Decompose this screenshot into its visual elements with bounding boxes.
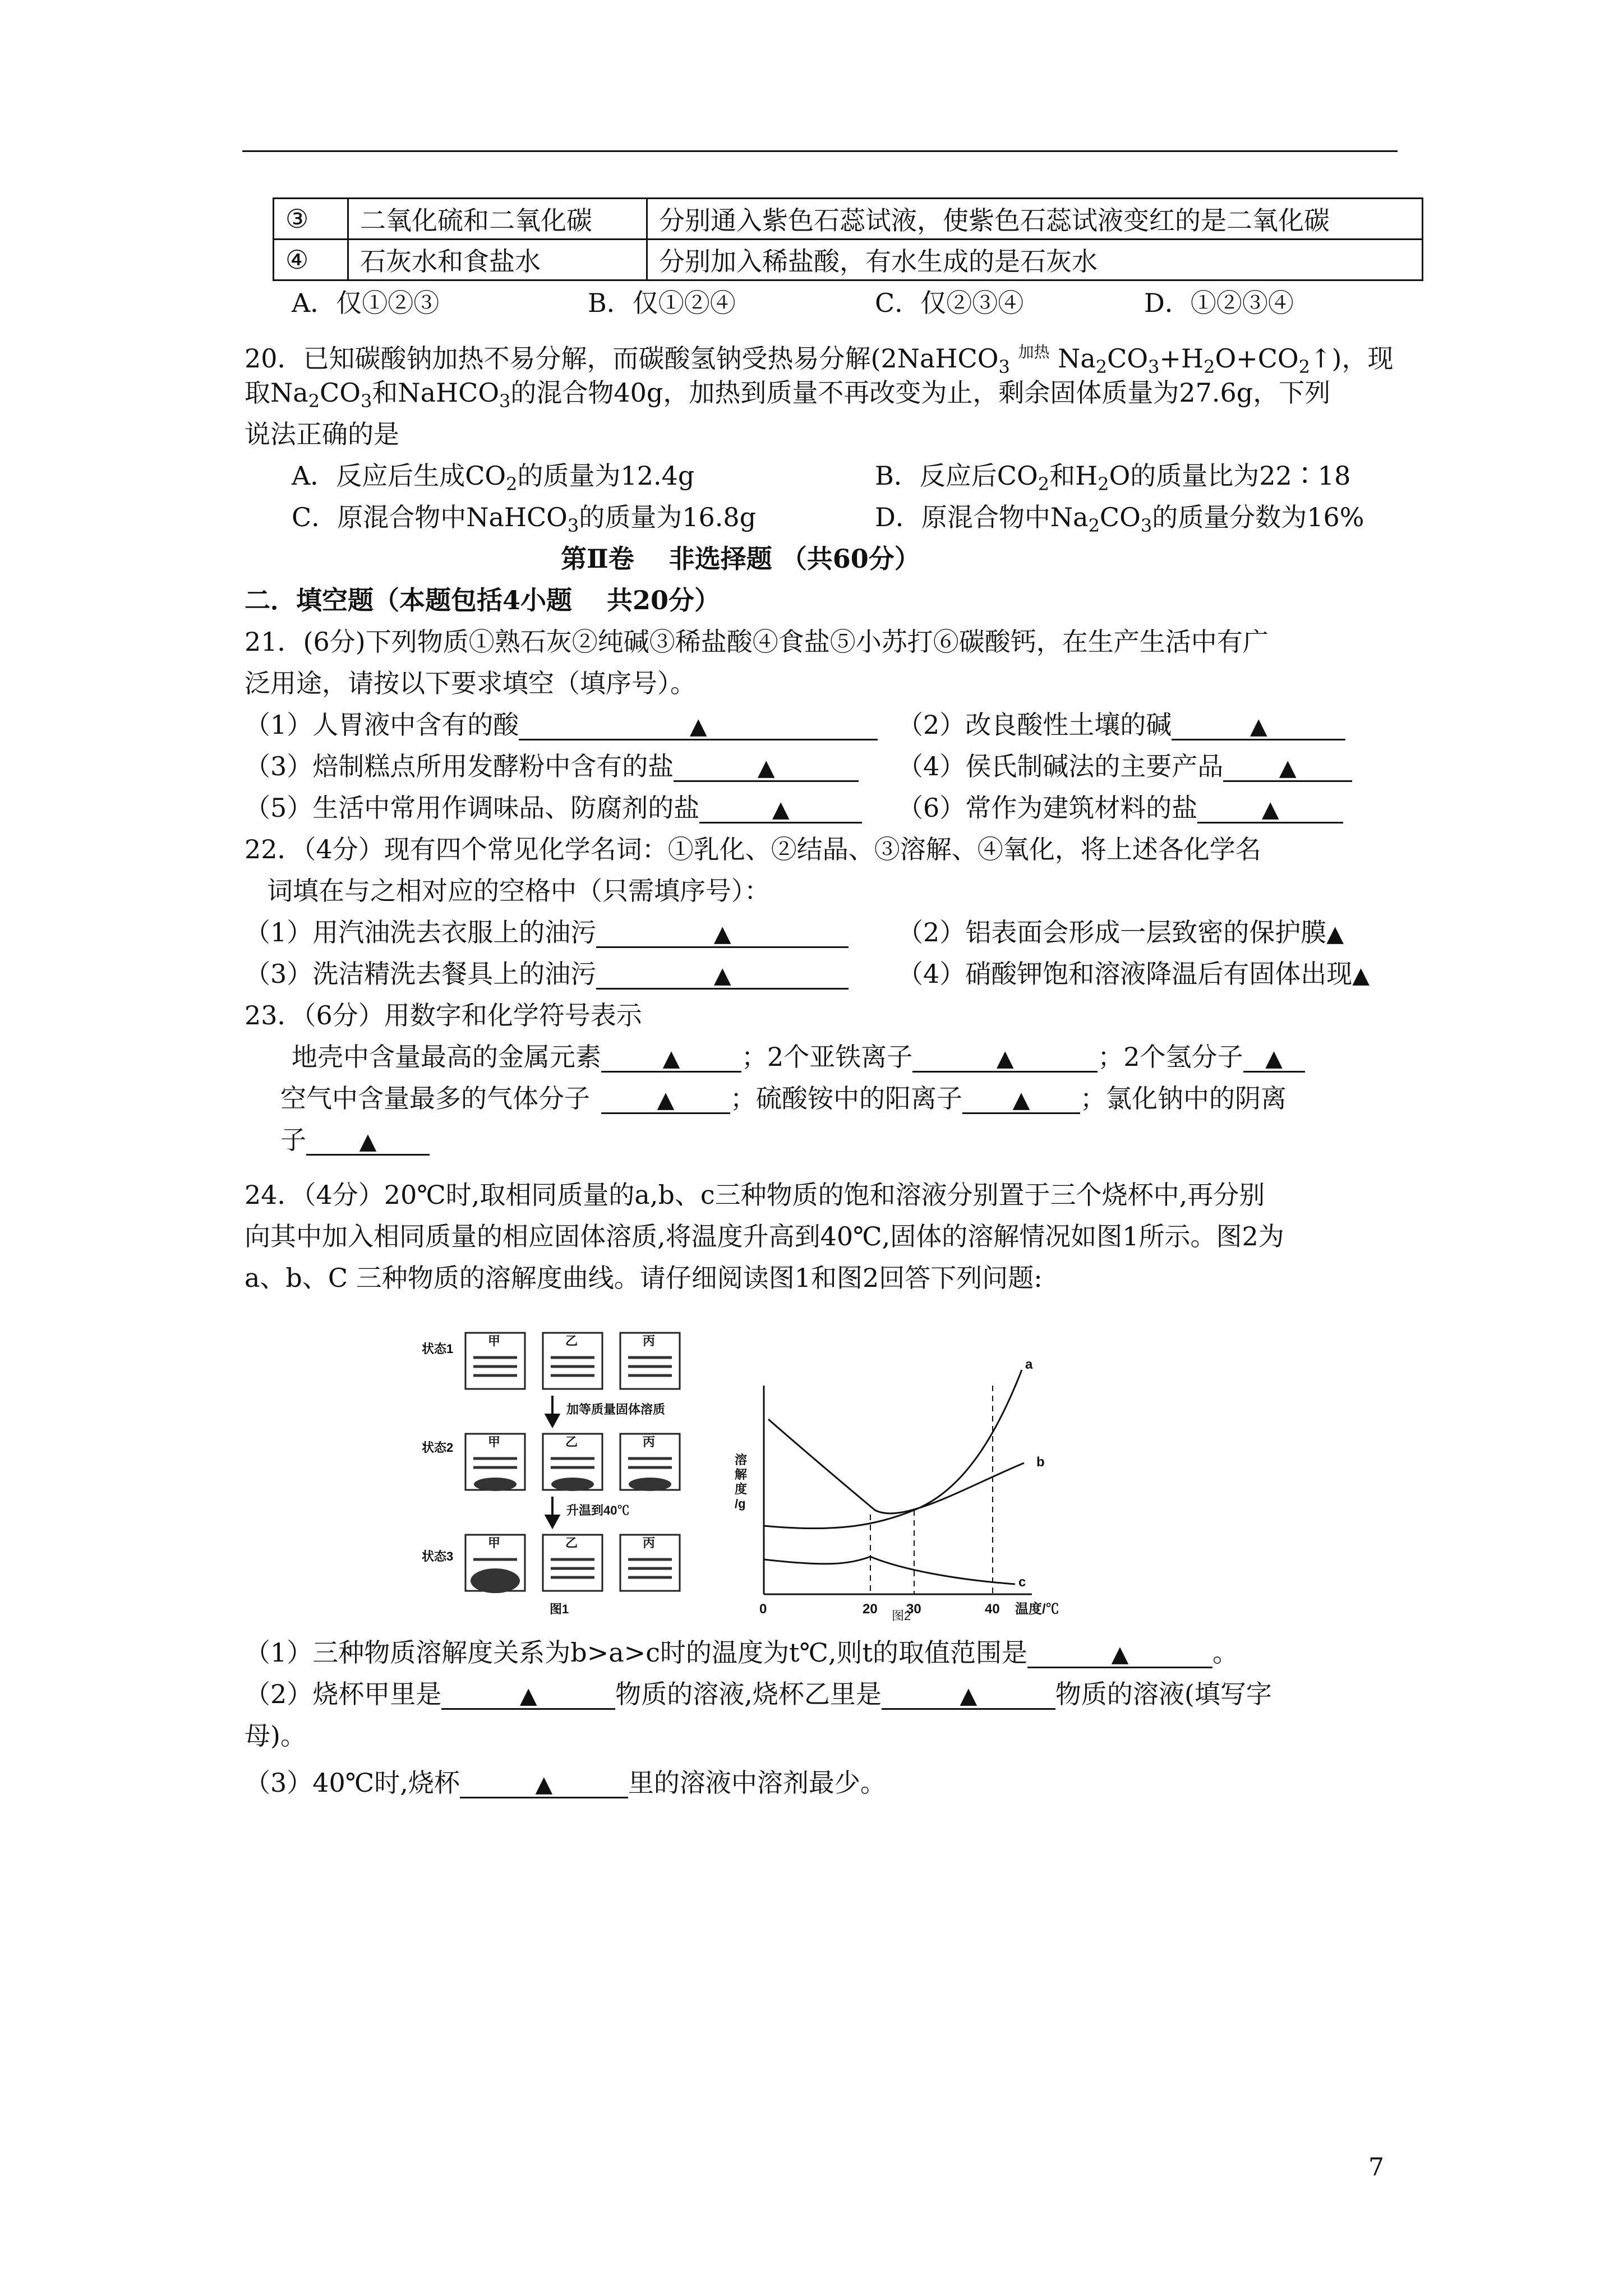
q20-option-c: C．原混合物中NaHCO$_3$的质量为16.8g — [292, 502, 757, 536]
q21-intro-2: 泛用途，请按以下要求填空（填序号）。 — [245, 668, 696, 698]
blank-marker: ▲ — [359, 1129, 377, 1154]
blank-marker: ▲ — [1111, 1641, 1129, 1667]
q19-option-d: D．①②③④ — [1144, 288, 1294, 318]
q21-item-2: （2）改良酸性土壤的碱 ▲ — [897, 708, 1345, 742]
curve-c — [764, 1557, 1015, 1584]
figure-2-caption: 图2 — [892, 1609, 911, 1621]
curve-a-label: a — [1025, 1357, 1033, 1372]
answer-blank[interactable] — [601, 1084, 730, 1114]
blank-marker: ▲ — [1352, 963, 1370, 988]
curve-c-label: c — [1018, 1575, 1026, 1590]
q20-option-a: A．反应后生成$CO_2$的质量为12.4g — [292, 461, 695, 495]
blank-marker: ▲ — [713, 921, 731, 947]
row-number: ④ — [274, 240, 348, 280]
blank-marker: ▲ — [1265, 1046, 1283, 1071]
beaker-label: 乙 — [565, 1334, 578, 1348]
answer-blank[interactable] — [460, 1769, 628, 1798]
beaker-label: 丙 — [643, 1334, 656, 1348]
blank-marker: ▲ — [1249, 714, 1267, 739]
q23-line-1: 地壳中含量最高的金属元素 ▲ ；2个亚铁离子 ▲ ；2个氢分子 ▲ — [292, 1040, 1305, 1074]
q22-item-3: （3）洗洁精洗去餐具上的油污 ▲ — [245, 957, 849, 991]
answer-blank[interactable] — [699, 794, 862, 823]
answer-blank[interactable] — [519, 711, 878, 740]
state-1-label: 状态1 — [422, 1342, 454, 1356]
answer-blank[interactable] — [912, 1043, 1098, 1073]
q20-line2: 取$Na_2CO_3$和NaHCO$_3$的混合物40g，加热到质量不再改变为止，剩余固体质量为27.6g，下列 — [245, 378, 1331, 412]
answer-blank[interactable] — [882, 1680, 1055, 1710]
page-number: 7 — [1368, 2153, 1384, 2182]
blank-marker: ▲ — [689, 714, 707, 739]
beaker-label: 甲 — [488, 1536, 501, 1550]
curve-b — [768, 1419, 1024, 1513]
beaker-label: 甲 — [488, 1334, 501, 1348]
answer-blank[interactable] — [1223, 752, 1352, 782]
arrow-1-label: 加等质量固体溶质 — [566, 1402, 666, 1416]
q19-option-a: A．仅①②③ — [292, 288, 440, 318]
answer-blank[interactable] — [1243, 1043, 1305, 1073]
y-axis-label-char: 度 — [735, 1482, 748, 1496]
figure-2 — [735, 1357, 1059, 1621]
q22-item-2: （2）铝表面会形成一层致密的保护膜▲ — [897, 917, 1344, 947]
beaker-label: 丙 — [643, 1536, 656, 1550]
answer-blank[interactable] — [962, 1084, 1080, 1114]
row-item: 二氧化硫和二氧化碳 — [348, 199, 647, 240]
arrow-2-label: 升温到40℃ — [566, 1503, 630, 1517]
q21-item-5: （5）生活中常用作调味品、防腐剂的盐 ▲ — [245, 791, 862, 825]
blank-marker: ▲ — [996, 1046, 1014, 1071]
section-title: 第Ⅱ卷 非选择题 （共60分） — [561, 544, 920, 574]
blank-marker: ▲ — [1326, 921, 1344, 947]
x-tick: 0 — [759, 1602, 767, 1617]
answer-blank[interactable] — [1027, 1639, 1212, 1668]
q22-intro-2: 词填在与之相对应的空格中（只需填序号）： — [267, 876, 770, 906]
blank-marker: ▲ — [960, 1683, 978, 1709]
answer-blank[interactable] — [306, 1126, 430, 1156]
blank-marker: ▲ — [519, 1683, 537, 1709]
q24-intro-3: a、b、C 三种物质的溶解度曲线。请仔细阅读图1和图2回答下列问题: — [245, 1263, 1043, 1293]
q22-intro-1: 22．（4分）现有四个常见化学名词：①乳化、②结晶、③溶解、④氧化，将上述各化学名 — [245, 834, 1261, 864]
q20-line1: 20．已知碳酸钠加热不易分解，而碳酸氢钠受热易分解(2NaHCO$_3$ $^{加热}$ $Na_2CO_3+H_2O+CO_2↑$)，现 — [245, 343, 1394, 378]
q24-intro-1: 24．（4分）20℃时,取相同质量的a,b、c三种物质的饱和溶液分别置于三个烧杯中,再分别 — [245, 1180, 1265, 1210]
beaker-label: 乙 — [565, 1435, 578, 1449]
q23-line-3: 子 ▲ — [280, 1123, 430, 1157]
curve-b-label: b — [1036, 1455, 1045, 1470]
blank-marker: ▲ — [1279, 755, 1297, 781]
q19-option-c: C．仅②③④ — [875, 288, 1024, 318]
q19-option-b: B．仅①②④ — [588, 288, 736, 318]
q22-item-1: （1）用汽油洗去衣服上的油污 ▲ — [245, 915, 849, 949]
y-axis-label-char: 解 — [735, 1467, 748, 1481]
options-table — [273, 197, 1423, 281]
blank-marker: ▲ — [1012, 1087, 1030, 1113]
answer-blank[interactable] — [441, 1680, 615, 1710]
answer-blank[interactable] — [1197, 794, 1343, 823]
answer-blank[interactable] — [601, 1043, 741, 1073]
q23-line-2: 空气中含量最多的气体分子 ▲ ；硫酸铵中的阳离子 ▲ ；氯化钠中的阴离 — [280, 1083, 1287, 1114]
q24-intro-2: 向其中加入相同质量的相应固体溶质,将温度升高到40℃,固体的溶解情况如图1所示。图2为 — [245, 1221, 1284, 1251]
beaker-label: 丙 — [643, 1435, 656, 1449]
figure-1 — [422, 1333, 680, 1616]
figure-1-caption: 图1 — [550, 1602, 569, 1616]
q21-item-1: （1）人胃液中含有的酸 ▲ — [245, 708, 878, 742]
x-tick: 20 — [863, 1602, 878, 1617]
answer-blank[interactable] — [596, 960, 849, 990]
q20-option-d: D．原混合物中$Na_2CO_3$的质量分数为16% — [875, 502, 1364, 536]
answer-blank[interactable] — [674, 752, 859, 782]
row-number: ③ — [274, 199, 348, 240]
beaker-label: 乙 — [565, 1536, 578, 1550]
q21-item-6: （6）常作为建筑材料的盐 ▲ — [897, 791, 1343, 825]
q21-intro-1: 21．(6分)下列物质①熟石灰②纯碱③稀盐酸④食盐⑤小苏打⑥碳酸钙，在生产生活中有广 — [245, 627, 1269, 657]
x-axis-label: 温度/℃ — [1015, 1602, 1059, 1617]
blank-marker: ▲ — [535, 1772, 553, 1797]
q24-sub-3: （3）40℃时,烧杯 ▲ 里的溶液中溶剂最少。 — [245, 1768, 886, 1798]
state-3-label: 状态3 — [422, 1549, 454, 1563]
x-tick: 40 — [985, 1602, 1000, 1617]
q20-option-b: B．反应后$CO_2$和$H_2O$的质量比为22∶18 — [875, 461, 1351, 495]
blank-marker: ▲ — [657, 1087, 675, 1113]
header-rule — [242, 150, 1398, 152]
blank-marker: ▲ — [1261, 797, 1279, 822]
row-method: 分别通入紫色石蕊试液，使紫色石蕊试液变红的是二氧化碳 — [647, 199, 1423, 240]
blank-marker: ▲ — [713, 963, 731, 988]
answer-blank[interactable] — [1172, 711, 1345, 740]
q24-sub-2-cont: 母)。 — [245, 1720, 306, 1751]
figures — [409, 1329, 1150, 1621]
q24-sub-1: （1）三种物质溶解度关系为b>a>c时的温度为t℃,则t的取值范围是 ▲ 。 — [245, 1637, 1239, 1668]
answer-blank[interactable] — [596, 918, 849, 948]
table-row — [274, 199, 1423, 240]
x-tick: 30 — [906, 1602, 921, 1617]
blank-marker: ▲ — [772, 797, 790, 822]
row-method: 分别加入稀盐酸，有水生成的是石灰水 — [647, 240, 1423, 280]
y-axis-label-char: 溶 — [735, 1453, 748, 1467]
heat-condition: 加热 — [1018, 343, 1050, 361]
q21-item-4: （4）侯氏制碱法的主要产品 ▲ — [897, 749, 1352, 783]
q23-intro: 23．（6分）用数字和化学符号表示 — [245, 1000, 642, 1030]
y-axis-label-char: /g — [735, 1497, 746, 1511]
beaker-label: 甲 — [488, 1435, 501, 1449]
state-2-label: 状态2 — [422, 1441, 454, 1455]
blank-marker: ▲ — [662, 1046, 680, 1071]
fill-section-title: 二．填空题（本题包括4小题 共20分） — [245, 585, 721, 615]
q22-item-4: （4）硝酸钾饱和溶液降温后有固体出现▲ — [897, 959, 1370, 989]
q24-sub-2: （2）烧杯甲里是 ▲ 物质的溶液,烧杯乙里是 ▲ 物质的溶液(填写字 — [245, 1679, 1272, 1709]
table-row — [274, 240, 1423, 280]
q20-line3: 说法正确的是 — [245, 419, 399, 449]
blank-marker: ▲ — [757, 755, 775, 781]
row-item: 石灰水和食盐水 — [348, 240, 647, 280]
q21-item-3: （3）焙制糕点所用发酵粉中含有的盐 ▲ — [245, 749, 859, 783]
